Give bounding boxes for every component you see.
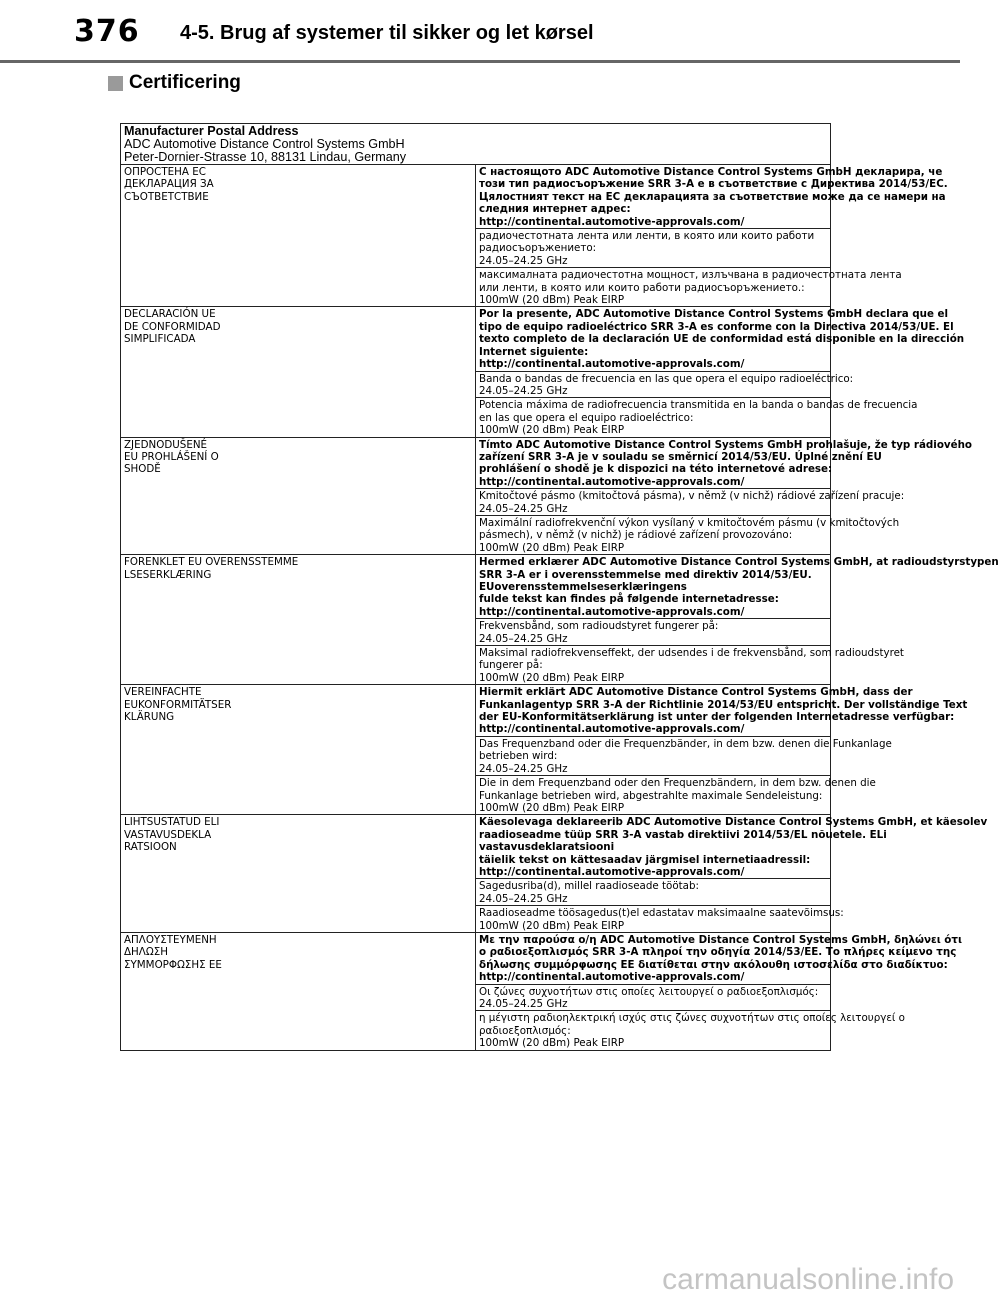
declaration-text-line: Funkanlage betrieben wird, abgestrahlte maximale Sendeleistung: — [479, 789, 823, 802]
declaration-text-line: 100mW (20 dBm) Peak EIRP — [479, 294, 625, 307]
language-label-cell — [121, 555, 476, 685]
declaration-text-cell — [476, 646, 904, 685]
language-label-cell — [121, 165, 476, 307]
chapter-title: 4-5. Brug af systemer til sikker og let kørsel — [180, 22, 594, 44]
declaration-text-line: Maksimal radiofrekvenseffekt, der udsendes i de frekvensbånd, som radioudstyret — [479, 647, 904, 660]
language-label-cell — [121, 685, 476, 815]
declaration-text-line: EUoverensstemmelseserklæringens — [479, 581, 687, 593]
declaration-text-line: tipo de equipo radioeléctrico SRR 3-A es conforme con la Directiva 2014/53/UE. El — [479, 320, 954, 333]
declaration-text-cell — [476, 398, 918, 437]
declaration-text-cell — [476, 906, 844, 933]
declaration-text-cell — [476, 307, 965, 371]
declaration-text-line: Maximální radiofrekvenční výkon vysílaný v kmitočtovém pásmu (v kmitočtových — [479, 516, 900, 529]
declaration-text-line: 100mW (20 dBm) Peak EIRP — [479, 424, 625, 437]
declaration-text-line: 100mW (20 dBm) Peak EIRP — [479, 1037, 625, 1050]
declaration-text-line: http://continental.automotive-approvals.com/ — [479, 723, 745, 736]
declaration-text-line: Οι ζώνες συχνοτήτων στις οποίες λειτουργεί ο ραδιοεξοπλισμός: — [479, 985, 819, 998]
language-label-line: FORENKLET EU OVERENSSTEMME — [124, 556, 299, 569]
declaration-text-line: С настоящото ADC Automotive Distance Control Systems GmbH декларира, че — [479, 166, 943, 178]
declaration-text-line: prohlášení o shodě je k dispozici na této internetové adrese: — [479, 463, 833, 476]
table-row — [121, 685, 831, 737]
declaration-text-line: този тип радиосъоръжение SRR 3-A е в съответствие с Директива 2014/53/ЕС. — [479, 178, 948, 191]
language-label-line: KLÄRUNG — [124, 711, 175, 724]
language-label-line: SHODĚ — [124, 463, 161, 476]
declaration-text-line: der EU-Konformitätserklärung ist unter der folgenden Internetadresse verfügbar: — [479, 711, 955, 724]
declaration-text-cell — [476, 984, 831, 1011]
declaration-text-line: 24.05–24.25 GHz — [479, 254, 568, 267]
header-rule — [0, 60, 960, 63]
language-label-line: ΣΥΜΜΟΡΦΩΣΗΣ ΕΕ — [124, 958, 222, 971]
declaration-text-line: или ленти, в която или които работи радиосъоръжението.: — [479, 281, 805, 294]
watermark: carmanualsonline.info — [662, 1263, 954, 1296]
declaration-text-line: http://continental.automotive-approvals.com/ — [479, 605, 745, 618]
declaration-text-cell — [476, 776, 876, 815]
declaration-text-cell — [476, 555, 999, 619]
declaration-text-cell — [476, 371, 854, 398]
declaration-text-line: Funkanlagentyp SRR 3-A der Richtlinie 2014/53/EU entspricht. Der vollständige Text — [479, 698, 968, 711]
language-label-cell — [121, 307, 476, 437]
language-label-line: DECLARACIÓN UE — [124, 308, 216, 321]
declaration-text-line: Das Frequenzband oder die Frequenzbänder, in dem bzw. denen die Funkanlage — [479, 737, 892, 750]
declaration-text-line: 100mW (20 dBm) Peak EIRP — [479, 801, 625, 814]
language-label-line: ОПРОСТЕНА ЕС — [124, 166, 206, 178]
table-row — [121, 932, 831, 984]
declaration-text-line: vastavusdeklaratsiooni — [479, 841, 615, 854]
declaration-text-cell — [476, 437, 972, 489]
declaration-text-line: Banda o bandas de frecuencia en las que opera el equipo radioeléctrico: — [479, 372, 854, 385]
declaration-text-line: Kmitočtové pásmo (kmitočtová pásma), v němž (v nichž) rádiové zařízení pracuje: — [479, 490, 905, 503]
declaration-text-cell — [476, 268, 902, 307]
address-row — [121, 124, 831, 165]
table-row — [121, 307, 831, 371]
declaration-text-line: http://continental.automotive-approvals.com/ — [479, 475, 745, 488]
declaration-text-line: Internet siguiente: — [479, 345, 589, 358]
declaration-text-line: радиочестотната лента или ленти, в която или които работи — [479, 230, 815, 243]
declaration-text-line: 100mW (20 dBm) Peak EIRP — [479, 919, 625, 932]
declaration-text-line: Tímto ADC Automotive Distance Control Systems GmbH prohlašuje, že typ rádiového — [479, 438, 972, 451]
table-row — [121, 815, 831, 879]
declaration-text-line: zařízení SRR 3-A je v souladu se směrnicí 2014/53/EU. Úplné znění EU — [479, 450, 882, 463]
declaration-text-line: 100mW (20 dBm) Peak EIRP — [479, 541, 625, 554]
declaration-text-line: η μέγιστη ραδιοηλεκτρική ισχύς στις ζώνες συχνοτήτων στις οποίες λειτουργεί ο — [479, 1012, 905, 1025]
declaration-text-line: Frekvensbånd, som radioudstyret fungerer på: — [479, 620, 719, 633]
language-label-cell — [121, 815, 476, 933]
declaration-text-line: texto completo de la declaración UE de conformidad está disponible en la dirección — [479, 333, 965, 346]
certification-table — [120, 123, 999, 1051]
declaration-text-cell — [476, 685, 968, 737]
declaration-text-line: ραδιοεξοπλισμός: — [479, 1024, 571, 1037]
language-label-line: SIMPLIFICADA — [124, 333, 196, 346]
declaration-text-line: http://continental.automotive-approvals.com/ — [479, 215, 745, 228]
declaration-text-line: http://continental.automotive-approvals.com/ — [479, 358, 745, 371]
declaration-text-cell — [476, 619, 831, 646]
declaration-text-line: Die in dem Frequenzband oder den Frequenzbändern, in dem bzw. denen die — [479, 777, 876, 790]
declaration-text-line: Raadioseadme töösagedus(t)el edastatav maksimaalne saatevõimsus: — [479, 907, 844, 920]
declaration-text-cell — [476, 489, 905, 516]
declaration-text-line: Käesolevaga deklareerib ADC Automotive Distance Control Systems GmbH, et käesolev — [479, 816, 988, 829]
declaration-text-line: fulde tekst kan findes på følgende internetadresse: — [479, 593, 779, 606]
declaration-text-cell — [476, 736, 892, 775]
declaration-text-line: 24.05–24.25 GHz — [479, 632, 568, 645]
language-label-line: ΔΗΛΩΣΗ — [124, 946, 168, 959]
declaration-text-cell — [476, 229, 831, 268]
declaration-text-line: радиосъоръжението: — [479, 242, 597, 255]
declaration-text-line: следния интернет адрес: — [479, 203, 631, 216]
declaration-text-line: SRR 3-A er i overensstemmelse med direktiv 2014/53/EU. — [479, 568, 812, 581]
declaration-text-line: δήλωσης συμμόρφωσης ΕΕ διατίθεται στην ακόλουθη ιστοσελίδα στο διαδίκτυο: — [479, 958, 948, 971]
declaration-text-line: Με την παρούσα ο/η ADC Automotive Distance Control Systems GmbH, δηλώνει ότι — [479, 933, 962, 946]
declaration-text-line: 100mW (20 dBm) Peak EIRP — [479, 671, 625, 684]
declaration-text-cell — [476, 1011, 905, 1050]
declaration-text-line: Hermed erklærer ADC Automotive Distance Control Systems GmbH, at radioudstyrstypen — [479, 556, 999, 569]
language-label-line: LSESERKLÆRING — [124, 568, 212, 581]
language-label-line: VASTAVUSDEKLA — [124, 828, 212, 841]
table-row — [121, 165, 831, 229]
language-label-line: EUKONFORMITÄTSER — [124, 698, 232, 711]
declaration-text-cell — [476, 932, 962, 984]
page-number: 376 — [74, 14, 140, 49]
declaration-text-line: Por la presente, ADC Automotive Distance Control Systems GmbH declara que el — [479, 308, 949, 321]
language-label-line: ΑΠΛΟΥΣΤΕΥΜΕΝΗ — [124, 933, 217, 946]
square-bullet-icon — [108, 76, 123, 91]
language-label-line: DE CONFORMIDAD — [124, 320, 221, 333]
language-label-line: VEREINFACHTE — [124, 686, 202, 699]
declaration-text-line: максималната радиочестотна мощност, излъчвана в радиочестотната лента — [479, 269, 902, 282]
section-heading-text: Certificering — [129, 72, 241, 93]
language-label-cell — [121, 437, 476, 555]
declaration-text-line: ο ραδιοεξοπλισμός SRR 3-A πληροί την οδηγία 2014/53/ΕΕ. Το πλήρες κείμενο της — [479, 946, 957, 959]
language-label-line: RATSIOON — [124, 841, 177, 854]
declaration-text-line: 24.05–24.25 GHz — [479, 998, 568, 1010]
declaration-text-cell — [476, 879, 831, 906]
declaration-text-line: Цялостният текст на ЕС декларацията за съответствие може да се намери на — [479, 190, 946, 203]
table-row — [121, 555, 831, 619]
declaration-text-line: betrieben wird: — [479, 750, 558, 763]
declaration-text-line: pásmech), v němž (v nichž) je rádiové zařízení provozováno: — [479, 529, 793, 542]
declaration-text-line: Hiermit erklärt ADC Automotive Distance Control Systems GmbH, dass der — [479, 686, 913, 699]
page-header — [0, 0, 960, 62]
language-label-line: ДЕКЛАРАЦИЯ ЗА — [124, 178, 214, 191]
declaration-text-line: fungerer på: — [479, 659, 543, 672]
declaration-text-line: raadioseadme tüüp SRR 3-A vastab direktiivi 2014/53/EL nõuetele. ELi — [479, 828, 887, 841]
address-line: ADC Automotive Distance Control Systems GmbH — [124, 137, 405, 151]
language-label-line: LIHTSUSTATUD ELI — [124, 816, 220, 829]
address-cell — [121, 124, 831, 165]
declaration-text-line: 24.05–24.25 GHz — [479, 762, 568, 775]
declaration-text-line: 24.05–24.25 GHz — [479, 502, 568, 515]
address-title: Manufacturer Postal Address — [124, 124, 299, 138]
language-label-line: ZJEDNODUŠENÉ — [124, 438, 208, 451]
table-row — [121, 437, 831, 489]
declaration-text-line: 24.05–24.25 GHz — [479, 892, 568, 905]
declaration-text-cell — [476, 165, 948, 229]
language-label-line: EU PROHLÁŠENÍ O — [124, 450, 219, 463]
language-label-cell — [121, 932, 476, 1050]
declaration-text-line: en las que opera el equipo radioeléctrico: — [479, 411, 694, 424]
language-label-line: СЪОТВЕТСТВИЕ — [124, 190, 209, 203]
address-line: Peter-Dornier-Strasse 10, 88131 Lindau, Germany — [124, 150, 407, 164]
declaration-text-line: täielik tekst on kättesaadav järgmisel internetiaadressil: — [479, 853, 811, 866]
declaration-text-line: Sagedusriba(d), millel raadioseade töötab: — [479, 880, 699, 893]
section-heading — [108, 72, 241, 94]
declaration-text-cell — [476, 515, 900, 554]
declaration-text-line: 24.05–24.25 GHz — [479, 384, 568, 397]
declaration-text-line: http://continental.automotive-approvals.com/ — [479, 971, 745, 984]
declaration-text-cell — [476, 815, 988, 879]
declaration-text-line: Potencia máxima de radiofrecuencia transmitida en la banda o bandas de frecuencia — [479, 399, 918, 412]
declaration-text-line: http://continental.automotive-approvals.com/ — [479, 865, 745, 878]
